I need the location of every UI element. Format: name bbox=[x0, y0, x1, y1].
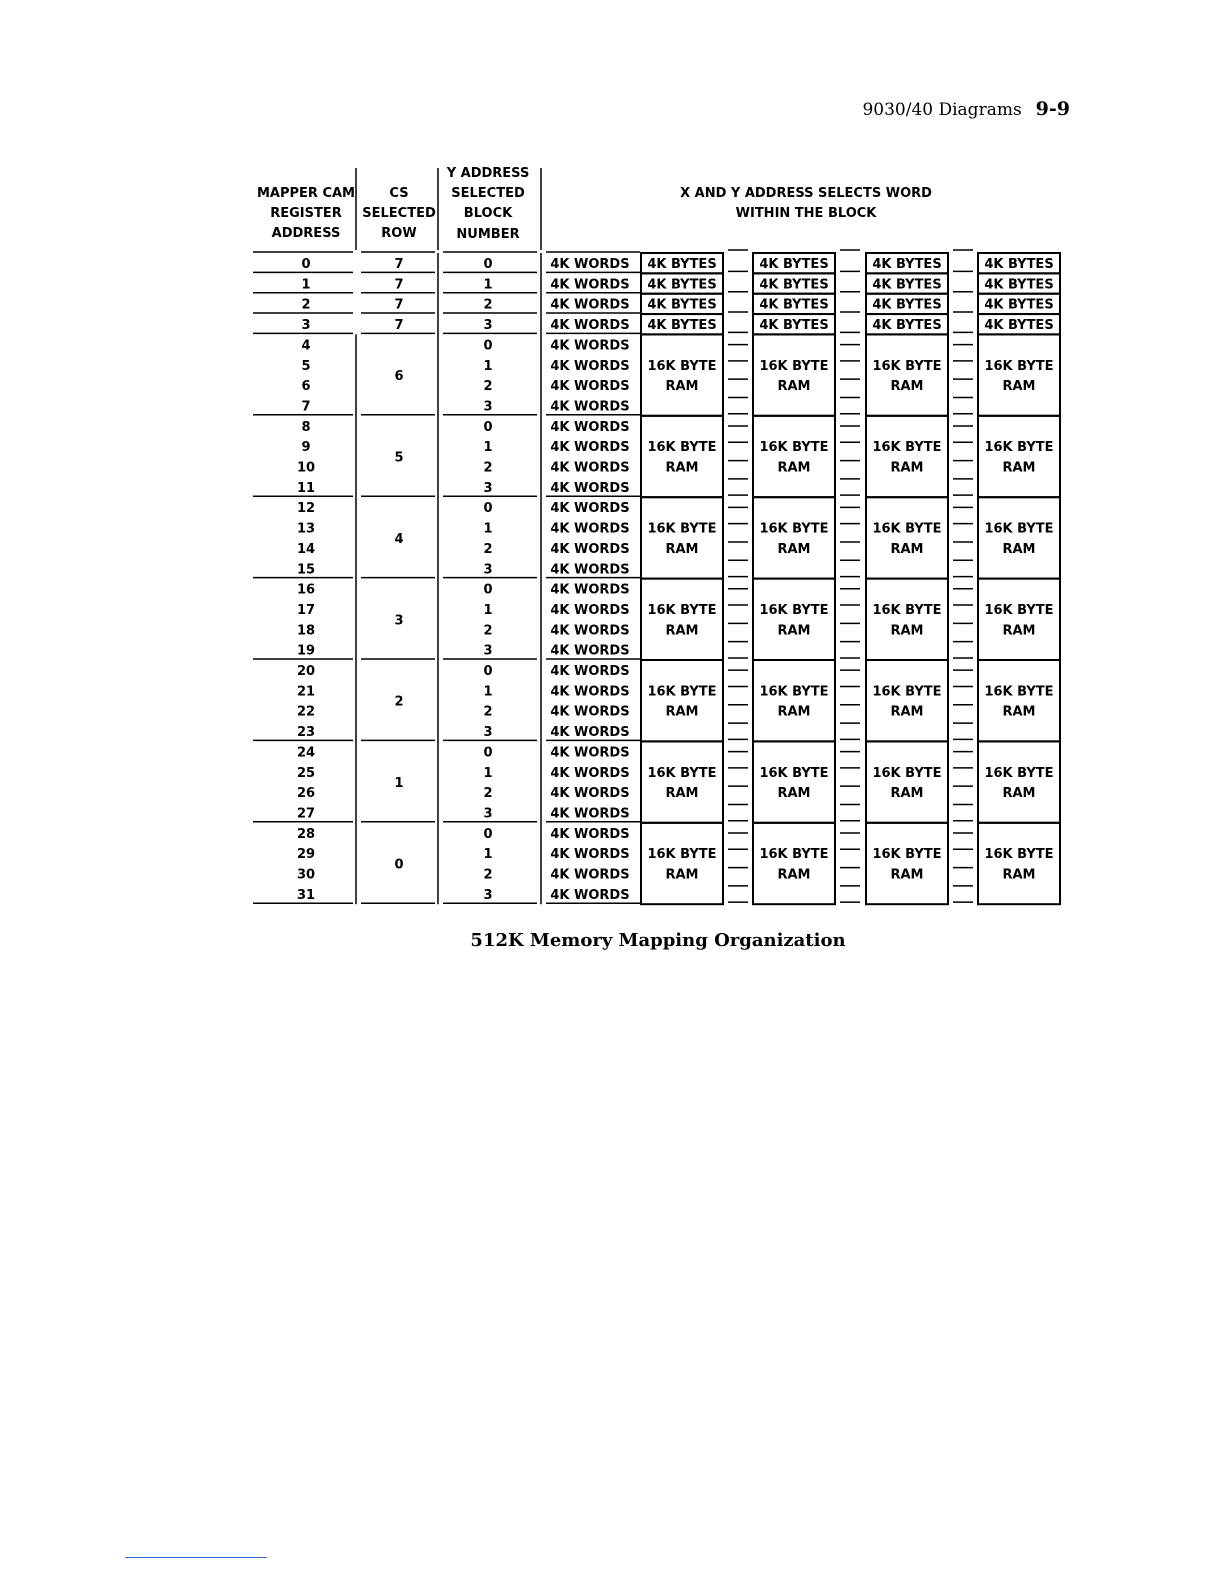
ram-16k-label: 16K BYTE bbox=[872, 521, 942, 537]
ram-16k-label: RAM bbox=[777, 460, 811, 476]
block-number: 2 bbox=[483, 297, 493, 313]
cam-address: 21 bbox=[296, 684, 316, 700]
cam-address: 15 bbox=[296, 562, 316, 578]
ram-16k-label: RAM bbox=[665, 460, 699, 476]
cs-row-value: 7 bbox=[394, 297, 404, 313]
words-label: 4K WORDS bbox=[550, 664, 630, 679]
ram-16k-label: RAM bbox=[1002, 460, 1036, 476]
block-number: 1 bbox=[483, 358, 493, 374]
cs-row-value: 4 bbox=[394, 531, 404, 547]
ram-16k-label: 16K BYTE bbox=[872, 358, 942, 374]
ram-16k-box bbox=[753, 741, 835, 822]
block-number: 3 bbox=[483, 318, 493, 334]
mapper-header-text: REGISTER bbox=[270, 206, 342, 221]
cam-address: 20 bbox=[296, 664, 316, 679]
cs-row-value: 0 bbox=[394, 857, 404, 873]
cam-address: 3 bbox=[301, 318, 311, 334]
words-label: 4K WORDS bbox=[550, 745, 630, 761]
cam-address: 11 bbox=[296, 480, 316, 496]
ram-16k-label: 16K BYTE bbox=[759, 602, 829, 618]
bytes-4k-label: 4K BYTES bbox=[647, 277, 717, 293]
block-number: 0 bbox=[483, 338, 493, 354]
ram-16k-box bbox=[866, 823, 948, 904]
cs-row-value: 7 bbox=[394, 318, 404, 334]
ram-16k-label: RAM bbox=[665, 867, 699, 883]
bytes-4k-label: 4K BYTES bbox=[759, 318, 829, 334]
ram-16k-label: RAM bbox=[777, 704, 811, 720]
words-label: 4K WORDS bbox=[550, 501, 630, 517]
ram-16k-box bbox=[641, 497, 723, 578]
ram-16k-box bbox=[753, 334, 835, 415]
ram-16k-label: RAM bbox=[1002, 541, 1036, 557]
block-number: 3 bbox=[483, 480, 493, 496]
words-label: 4K WORDS bbox=[550, 521, 630, 537]
words-label: 4K WORDS bbox=[550, 826, 630, 842]
block-number: 1 bbox=[483, 277, 493, 293]
ram-16k-label: 16K BYTE bbox=[647, 440, 717, 456]
block-number: 2 bbox=[483, 379, 493, 395]
words-label: 4K WORDS bbox=[550, 643, 630, 659]
ram-16k-label: RAM bbox=[890, 786, 924, 802]
words-label: 4K WORDS bbox=[550, 725, 630, 741]
ram-16k-label: 16K BYTE bbox=[984, 847, 1054, 863]
ram-16k-box bbox=[753, 823, 835, 904]
words-label: 4K WORDS bbox=[550, 460, 630, 476]
bytes-4k-label: 4K BYTES bbox=[759, 257, 829, 272]
words-label: 4K WORDS bbox=[550, 541, 630, 557]
ram-16k-label: 16K BYTE bbox=[647, 847, 717, 863]
figure-caption: 512K Memory Mapping Organization bbox=[470, 930, 846, 951]
ram-16k-box bbox=[753, 497, 835, 578]
ram-16k-label: 16K BYTE bbox=[984, 684, 1054, 700]
ram-16k-box bbox=[978, 741, 1060, 822]
ram-16k-label: 16K BYTE bbox=[759, 521, 829, 537]
ram-16k-label: RAM bbox=[1002, 867, 1036, 883]
ram-16k-label: 16K BYTE bbox=[759, 765, 829, 781]
words-label: 4K WORDS bbox=[550, 602, 630, 618]
ram-16k-box bbox=[978, 660, 1060, 741]
ram-16k-box bbox=[866, 334, 948, 415]
ram-16k-label: RAM bbox=[777, 623, 811, 639]
ram-16k-label: RAM bbox=[665, 786, 699, 802]
words-label: 4K WORDS bbox=[550, 786, 630, 802]
cam-address: 0 bbox=[301, 257, 311, 272]
cam-address: 26 bbox=[296, 786, 316, 802]
ram-16k-label: 16K BYTE bbox=[759, 440, 829, 456]
bytes-4k-label: 4K BYTES bbox=[759, 277, 829, 293]
ram-16k-label: 16K BYTE bbox=[759, 358, 829, 374]
footer-rule bbox=[125, 1557, 267, 1558]
ram-16k-label: RAM bbox=[890, 704, 924, 720]
ram-16k-label: RAM bbox=[777, 867, 811, 883]
words-label: 4K WORDS bbox=[550, 562, 630, 578]
block-number: 1 bbox=[483, 440, 493, 456]
block-number: 2 bbox=[483, 786, 493, 802]
ram-16k-box bbox=[753, 416, 835, 497]
ram-16k-box bbox=[978, 823, 1060, 904]
cs-row-value: 5 bbox=[394, 450, 404, 466]
cs-row-value: 7 bbox=[394, 277, 404, 293]
bytes-4k-label: 4K BYTES bbox=[984, 277, 1054, 293]
cam-address: 30 bbox=[296, 867, 316, 883]
ram-16k-label: RAM bbox=[890, 460, 924, 476]
cs-row-value: 3 bbox=[394, 613, 404, 629]
ram-16k-label: RAM bbox=[665, 379, 699, 395]
cam-address: 13 bbox=[296, 521, 316, 537]
cam-address: 18 bbox=[296, 623, 316, 639]
ram-16k-label: 16K BYTE bbox=[872, 440, 942, 456]
block-number: 3 bbox=[483, 643, 493, 659]
words-label: 4K WORDS bbox=[550, 297, 630, 313]
block-number: 2 bbox=[483, 623, 493, 639]
ram-16k-label: 16K BYTE bbox=[647, 358, 717, 374]
words-label: 4K WORDS bbox=[550, 358, 630, 374]
block-number: 1 bbox=[483, 765, 493, 781]
ram-16k-label: 16K BYTE bbox=[759, 847, 829, 863]
ram-16k-box bbox=[866, 579, 948, 660]
ram-16k-box bbox=[641, 579, 723, 660]
ram-16k-box bbox=[866, 660, 948, 741]
block-number: 3 bbox=[483, 399, 493, 415]
cs-row-value: 1 bbox=[394, 776, 404, 792]
words-label: 4K WORDS bbox=[550, 684, 630, 700]
bytes-4k-label: 4K BYTES bbox=[872, 257, 942, 272]
ram-16k-box bbox=[866, 741, 948, 822]
ram-16k-label: 16K BYTE bbox=[984, 358, 1054, 374]
block-number: 0 bbox=[483, 826, 493, 842]
ram-16k-label: 16K BYTE bbox=[984, 602, 1054, 618]
ram-16k-label: 16K BYTE bbox=[647, 602, 717, 618]
cs-header-text: SELECTED bbox=[362, 206, 436, 221]
words-label: 4K WORDS bbox=[550, 887, 630, 903]
y-address-header-text: NUMBER bbox=[456, 227, 520, 242]
block-number: 3 bbox=[483, 887, 493, 903]
cam-address: 5 bbox=[301, 358, 311, 374]
page-number: 9-9 bbox=[1035, 98, 1070, 120]
ram-16k-box bbox=[641, 823, 723, 904]
ram-16k-box bbox=[866, 416, 948, 497]
block-number: 0 bbox=[483, 582, 493, 598]
words-label: 4K WORDS bbox=[550, 440, 630, 456]
words-label: 4K WORDS bbox=[550, 806, 630, 822]
ram-16k-box bbox=[978, 416, 1060, 497]
words-label: 4K WORDS bbox=[550, 379, 630, 395]
ram-16k-label: 16K BYTE bbox=[872, 847, 942, 863]
ram-16k-label: RAM bbox=[890, 541, 924, 557]
ram-16k-box bbox=[641, 741, 723, 822]
bytes-4k-label: 4K BYTES bbox=[872, 277, 942, 293]
block-number: 0 bbox=[483, 501, 493, 517]
ram-16k-label: 16K BYTE bbox=[759, 684, 829, 700]
words-label: 4K WORDS bbox=[550, 399, 630, 415]
block-number: 2 bbox=[483, 460, 493, 476]
ram-16k-box bbox=[753, 579, 835, 660]
ram-16k-box bbox=[753, 660, 835, 741]
ram-16k-label: 16K BYTE bbox=[872, 602, 942, 618]
ram-16k-box bbox=[641, 416, 723, 497]
cam-address: 27 bbox=[296, 806, 316, 822]
ram-16k-label: RAM bbox=[1002, 786, 1036, 802]
block-number: 3 bbox=[483, 725, 493, 741]
words-label: 4K WORDS bbox=[550, 867, 630, 883]
bytes-4k-label: 4K BYTES bbox=[872, 297, 942, 313]
ram-16k-label: RAM bbox=[890, 867, 924, 883]
cs-header-text: ROW bbox=[381, 226, 417, 241]
cs-row-value: 7 bbox=[394, 257, 404, 272]
ram-16k-box bbox=[866, 497, 948, 578]
ram-16k-label: RAM bbox=[777, 786, 811, 802]
bytes-4k-label: 4K BYTES bbox=[984, 318, 1054, 334]
words-label: 4K WORDS bbox=[550, 765, 630, 781]
ram-16k-label: RAM bbox=[1002, 379, 1036, 395]
ram-16k-box bbox=[641, 660, 723, 741]
cam-address: 25 bbox=[296, 765, 316, 781]
ram-16k-label: 16K BYTE bbox=[647, 521, 717, 537]
bytes-4k-label: 4K BYTES bbox=[647, 257, 717, 272]
ram-16k-box bbox=[978, 579, 1060, 660]
ram-16k-label: 16K BYTE bbox=[984, 440, 1054, 456]
header-title: 9030/40 Diagrams bbox=[862, 100, 1022, 120]
words-label: 4K WORDS bbox=[550, 582, 630, 598]
words-label: 4K WORDS bbox=[550, 419, 630, 435]
block-number: 1 bbox=[483, 602, 493, 618]
block-number: 1 bbox=[483, 521, 493, 537]
ram-16k-label: RAM bbox=[890, 623, 924, 639]
block-number: 1 bbox=[483, 684, 493, 700]
y-address-header-text: SELECTED bbox=[451, 186, 525, 201]
block-number: 0 bbox=[483, 664, 493, 679]
words-label: 4K WORDS bbox=[550, 847, 630, 863]
cs-row-value: 6 bbox=[394, 369, 404, 385]
block-number: 0 bbox=[483, 257, 493, 272]
cam-address: 28 bbox=[296, 826, 316, 842]
cam-address: 16 bbox=[296, 582, 316, 598]
ram-16k-label: 16K BYTE bbox=[647, 684, 717, 700]
bytes-4k-label: 4K BYTES bbox=[759, 297, 829, 313]
words-label: 4K WORDS bbox=[550, 277, 630, 293]
cam-address: 23 bbox=[296, 725, 316, 741]
cam-address: 14 bbox=[296, 541, 316, 557]
cam-address: 9 bbox=[301, 440, 311, 456]
ram-16k-label: RAM bbox=[1002, 623, 1036, 639]
cs-row-value: 2 bbox=[394, 694, 404, 710]
cam-address: 19 bbox=[296, 643, 316, 659]
words-label: 4K WORDS bbox=[550, 318, 630, 334]
cam-address: 24 bbox=[296, 745, 316, 761]
block-number: 3 bbox=[483, 562, 493, 578]
cam-address: 2 bbox=[301, 297, 311, 313]
block-number: 2 bbox=[483, 867, 493, 883]
cam-address: 8 bbox=[301, 419, 311, 435]
xy-address-header-text: WITHIN THE BLOCK bbox=[735, 206, 877, 221]
mapper-header-text: ADDRESS bbox=[271, 226, 341, 241]
cam-address: 29 bbox=[296, 847, 316, 863]
ram-16k-label: RAM bbox=[777, 541, 811, 557]
ram-16k-box bbox=[978, 497, 1060, 578]
cam-address: 7 bbox=[301, 399, 311, 415]
cam-address: 17 bbox=[296, 602, 316, 618]
bytes-4k-label: 4K BYTES bbox=[647, 318, 717, 334]
bytes-4k-label: 4K BYTES bbox=[872, 318, 942, 334]
cam-address: 1 bbox=[301, 277, 311, 293]
ram-16k-label: RAM bbox=[665, 623, 699, 639]
bytes-4k-label: 4K BYTES bbox=[984, 257, 1054, 272]
ram-16k-label: RAM bbox=[1002, 704, 1036, 720]
bytes-4k-label: 4K BYTES bbox=[647, 297, 717, 313]
block-number: 2 bbox=[483, 541, 493, 557]
cs-header-text: CS bbox=[389, 186, 409, 201]
ram-16k-label: RAM bbox=[665, 704, 699, 720]
ram-16k-label: RAM bbox=[665, 541, 699, 557]
cam-address: 22 bbox=[296, 704, 316, 720]
ram-16k-box bbox=[978, 334, 1060, 415]
bytes-4k-label: 4K BYTES bbox=[984, 297, 1054, 313]
cam-address: 4 bbox=[301, 338, 311, 354]
y-address-header-text: BLOCK bbox=[463, 206, 513, 221]
ram-16k-label: 16K BYTE bbox=[872, 765, 942, 781]
words-label: 4K WORDS bbox=[550, 257, 630, 272]
block-number: 3 bbox=[483, 806, 493, 822]
ram-16k-label: RAM bbox=[890, 379, 924, 395]
ram-16k-label: 16K BYTE bbox=[984, 765, 1054, 781]
ram-16k-label: 16K BYTE bbox=[984, 521, 1054, 537]
block-number: 0 bbox=[483, 745, 493, 761]
xy-address-header-text: X AND Y ADDRESS SELECTS WORD bbox=[680, 186, 932, 201]
words-label: 4K WORDS bbox=[550, 704, 630, 720]
cam-address: 12 bbox=[296, 501, 316, 517]
mapper-header-text: MAPPER CAM bbox=[256, 186, 356, 201]
ram-16k-label: RAM bbox=[777, 379, 811, 395]
words-label: 4K WORDS bbox=[550, 338, 630, 354]
ram-16k-label: 16K BYTE bbox=[647, 765, 717, 781]
ram-16k-box bbox=[641, 334, 723, 415]
ram-16k-label: 16K BYTE bbox=[872, 684, 942, 700]
cam-address: 6 bbox=[301, 379, 311, 395]
block-number: 2 bbox=[483, 704, 493, 720]
words-label: 4K WORDS bbox=[550, 623, 630, 639]
block-number: 1 bbox=[483, 847, 493, 863]
cam-address: 31 bbox=[296, 887, 316, 903]
block-number: 0 bbox=[483, 419, 493, 435]
y-address-header-text: Y ADDRESS bbox=[446, 166, 530, 181]
cam-address: 10 bbox=[296, 460, 316, 476]
words-label: 4K WORDS bbox=[550, 480, 630, 496]
